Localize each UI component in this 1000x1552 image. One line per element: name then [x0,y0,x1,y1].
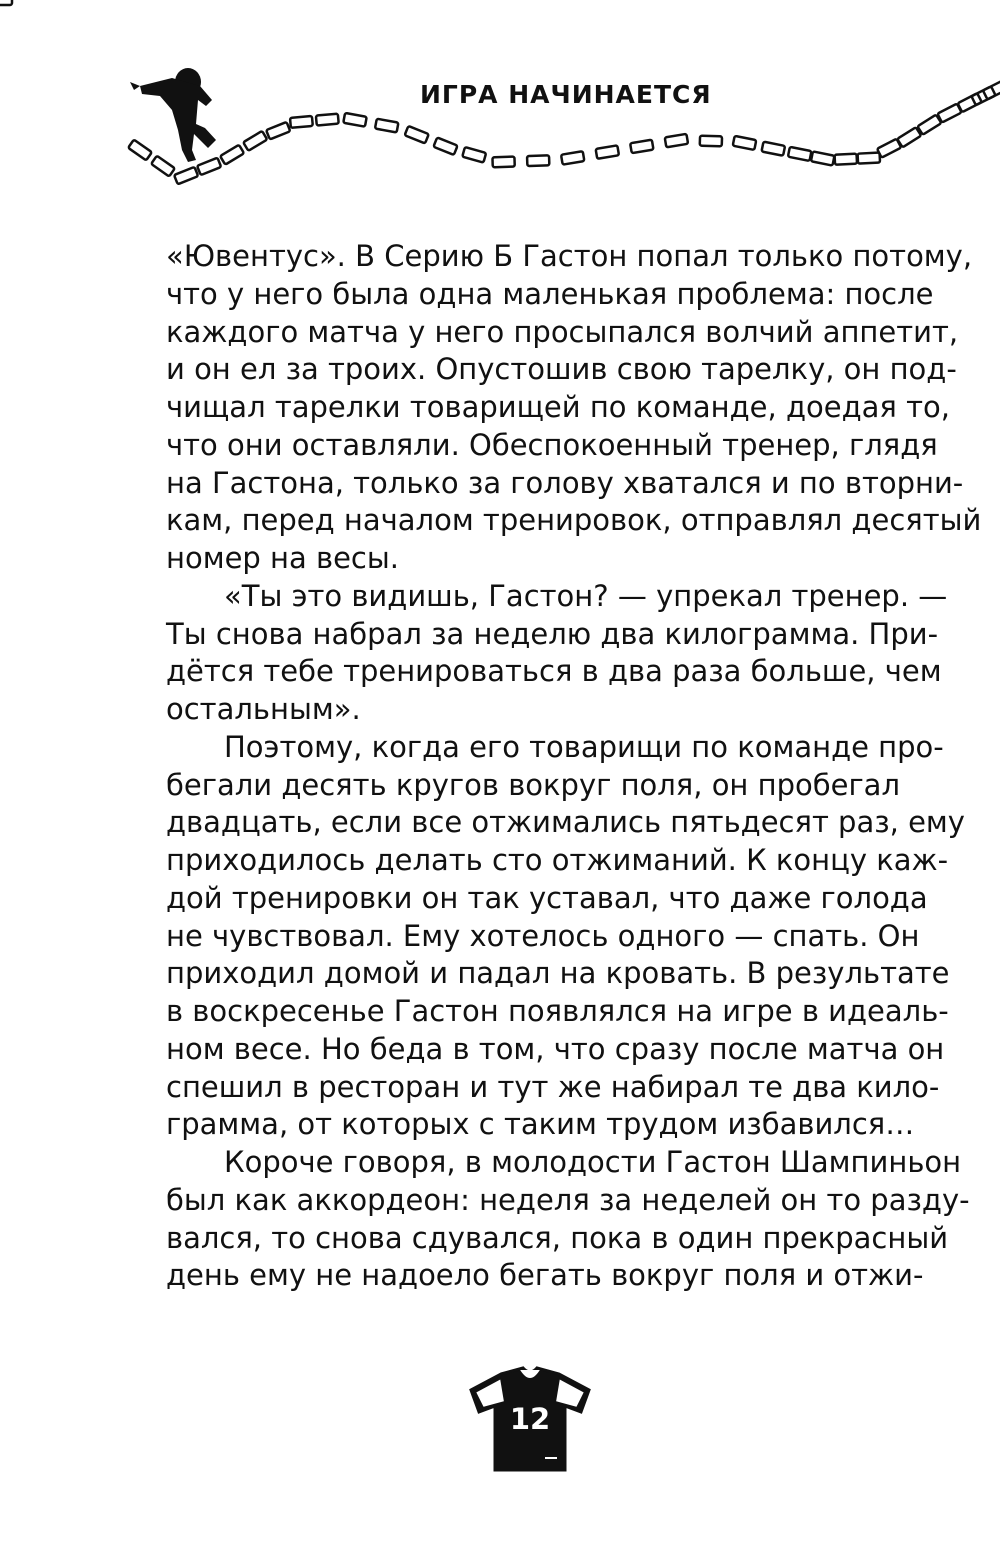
text-line: был как аккордеон: неделя за неделей он то разду- [166,1182,970,1217]
text-line: грамма, от которых с таким трудом избавился… [166,1107,915,1142]
text-line: «Ювентус». В Серию Б Гастон попал только потому, [166,239,973,273]
ornament-dash [174,167,198,184]
ornament-dash [492,157,514,168]
text-line: приходил домой и падал на кровать. В результате [166,956,950,991]
chapter-header [0,0,1000,220]
text-line: Короче говоря, в молодости Гастон Шампиньон [224,1145,962,1179]
ornament-dash [375,119,398,133]
text-line: спешил в ресторан и тут же набирал те два кило- [166,1069,940,1104]
ornament-dash [811,151,835,165]
text-line: двадцать, если все отжимались пятьдесят раз, ему [166,805,965,840]
text-line: ном весе. Но беда в том, что сразу после матча он [166,1031,945,1066]
text-line: Поэтому, когда его товарищи по команде про- [224,729,944,764]
text-line: «Ты это видишь, Гастон? — упрекал тренер. — [224,578,948,613]
text-line: бегали десять кругов вокруг поля, он пробегал [166,767,900,802]
text-line: дётся тебе тренироваться в два раза больше, чем [166,654,942,689]
text-line: каждого матча у него просыпался волчий аппетит, [166,314,959,349]
text-line: и он ел за троих. Опустошив свою тарелку, он под- [166,352,957,387]
text-line: кам, перед началом тренировок, отправлял десятый [166,503,982,538]
page-number: 12 [509,1402,551,1436]
text-line: что у него была одна маленькая проблема: после [166,276,934,311]
header-ornament [0,0,1000,220]
ornament-dash [462,147,486,163]
ornament-dash [897,127,921,147]
wavy-border [0,0,12,5]
ornament-dash [762,142,786,156]
ornament-dash [243,131,267,151]
ornament-dash [290,116,313,128]
text-line: чищал тарелки товарищей по команде, доедая то, [166,390,950,424]
text-line: номер на весы. [166,541,399,575]
text-line: дой тренировки он так уставал, что даже голода [166,880,928,915]
page-footer [465,1362,595,1477]
ornament-dash [151,156,175,177]
text-line: Ты снова набрал за неделю два килограмма. При- [166,616,939,651]
ornament-dash [316,114,339,126]
ornament-dash [630,140,653,153]
text-line: день ему не надоело бегать вокруг поля и отжи- [166,1258,924,1293]
text-line: не чувствовал. Ему хотелось одного — спать. Он [166,918,920,953]
ornament-dash [527,155,549,166]
ornament-dash [343,113,366,127]
ornament-dash [788,147,812,161]
ornament-dash [220,145,244,165]
ornament-dash [835,154,857,165]
ornament-dash [700,136,722,147]
text-line: в воскресенье Гастон появлялся на игре в идеаль- [166,994,949,1028]
body-text [166,238,982,1295]
ornament-dash [596,145,619,158]
ornament-dash [561,151,584,164]
text-line: вался, то снова сдувался, пока в один прекрасный [166,1220,949,1255]
ornament-dash [405,126,429,143]
text-line: на Гастона, только за голову хватался и по вторни- [166,465,964,500]
text-line: остальным». [166,692,361,726]
ornament-dash [128,140,152,161]
text-line: что они оставляли. Обеспокоенный тренер, глядя [166,427,938,462]
ornament-dash [858,153,880,164]
ornament-dash [917,115,941,135]
ornament-dash [733,136,757,150]
ornament-dash [665,134,688,147]
chapter-title: ИГРА НАЧИНАЕТСЯ [420,80,712,109]
ornament-dash [266,122,290,139]
running-player-silhouette-icon [130,68,216,162]
text-line: приходилось делать сто отжиманий. К концу каж- [166,843,949,877]
ornament-dash [983,81,1000,100]
ornament-dash [197,158,221,175]
ornament-dash [433,137,457,154]
